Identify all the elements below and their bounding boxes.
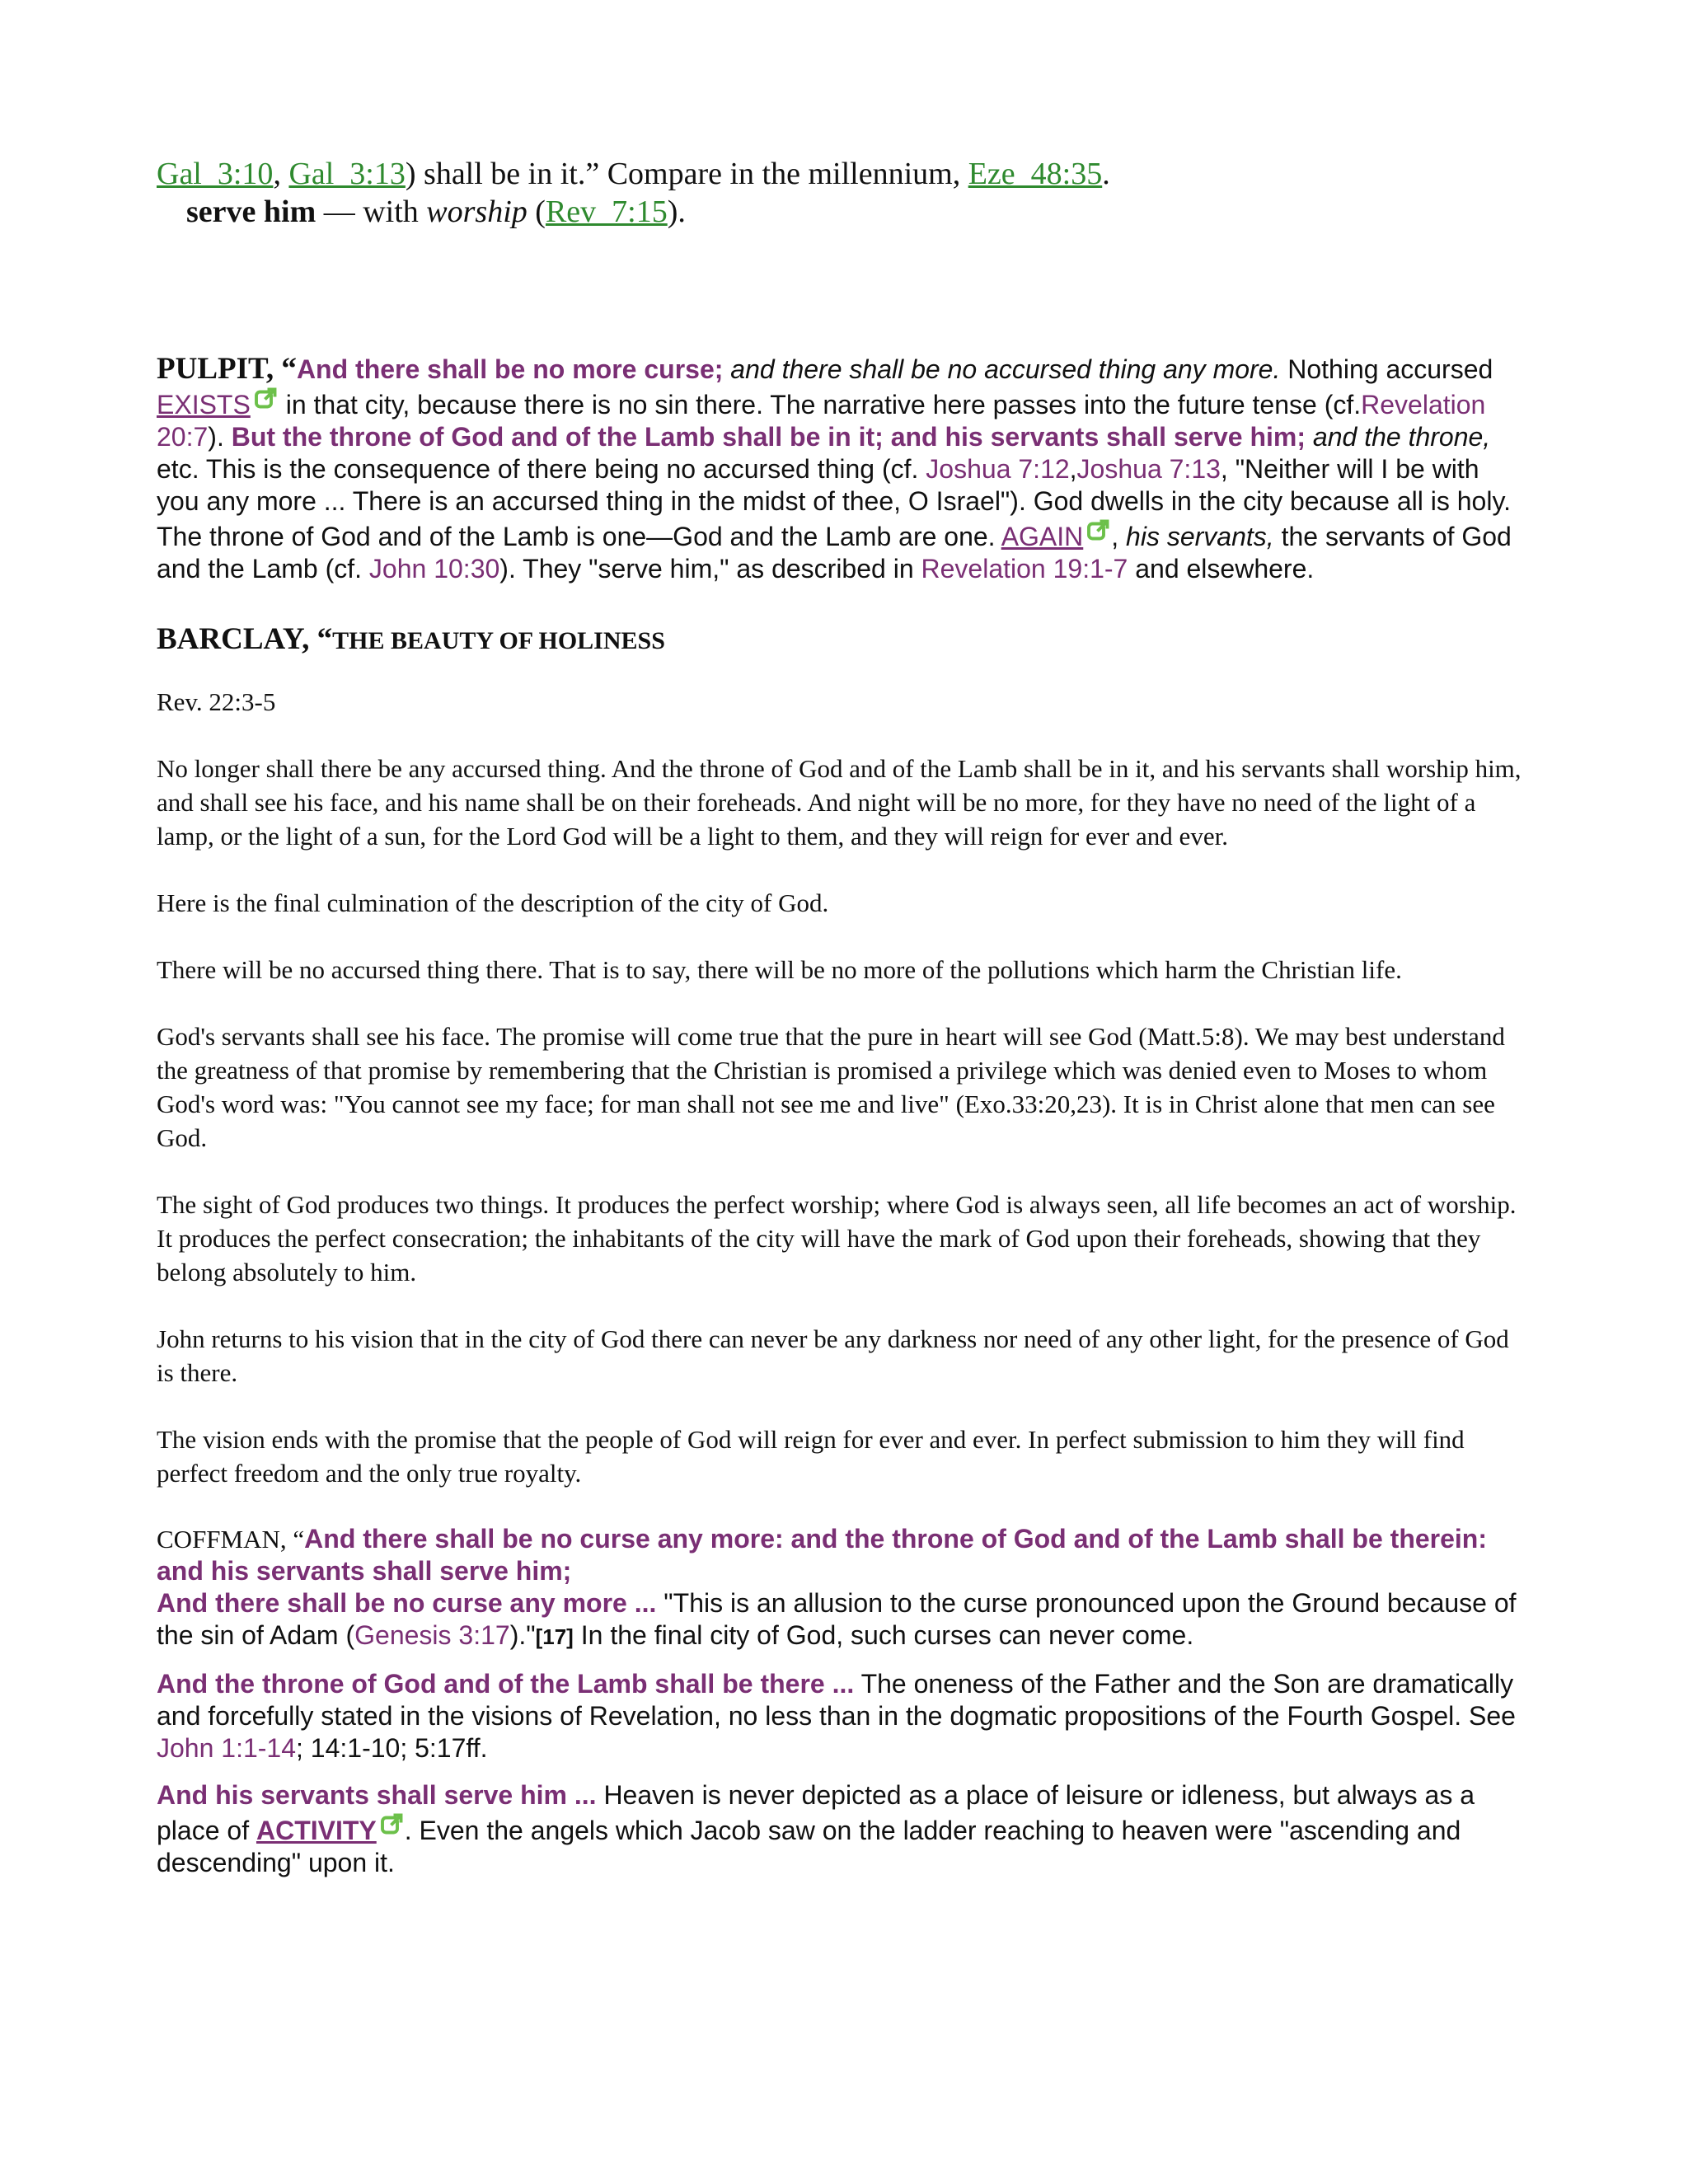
serve-him-heading: serve him: [186, 194, 316, 229]
pulpit-italic-1: and there shall be no accursed thing any more.: [723, 354, 1281, 384]
pulpit-text-5: , "Neither will I be with you any more ... There is an accursed thing in the midst of thee, O Israel"). God dwells in the city because all is holy. The throne of God and of the Lamb is one—God and the Lamb are one.: [157, 454, 1511, 551]
pulpit-commentary: [157, 353, 1525, 585]
coffman-paragraph-1: [157, 1587, 1525, 1653]
ref-link-revelation-19-1-7[interactable]: Revelation 19:1-7: [921, 554, 1128, 583]
ref-link-genesis-3-17[interactable]: Genesis 3:17: [354, 1620, 510, 1650]
ref-link-joshua-7-13[interactable]: Joshua 7:13: [1076, 454, 1221, 484]
coffman-bold-4: And his servants shall serve him ...: [157, 1780, 597, 1810]
barclay-paragraph: The sight of God produces two things. It produces the perfect worship; where God is always seen, all life becomes an act of worship. It produces the perfect consecration; the inhabitants of the city will have the mark of God upon their foreheads, showing that they belong absolutely to him.: [157, 1190, 1517, 1286]
pulpit-italic-2: and the throne,: [1306, 422, 1491, 452]
exists-link[interactable]: EXISTS: [157, 390, 251, 419]
coffman-bold-3: And the throne of God and of the Lamb shall be there ...: [157, 1669, 855, 1699]
coffman-verse-bold: And there shall be no curse any more: and the throne of God and of the Lamb shall be therein: and his servants shall serve him;: [157, 1524, 1487, 1586]
separator: ,: [273, 157, 289, 191]
top-fragment: [157, 155, 1525, 193]
pulpit-text-1: Nothing accursed: [1280, 354, 1493, 384]
top-period: .: [1102, 157, 1110, 191]
pulpit-verse-bold-2: But the throne of God and of the Lamb shall be in it; and his servants shall serve him;: [231, 422, 1306, 452]
ref-link-joshua-7-12[interactable]: Joshua 7:12: [926, 454, 1070, 484]
barclay-label: BARCLAY, “: [157, 622, 333, 656]
ref-link-gal-3-13[interactable]: Gal_3:13: [288, 157, 406, 191]
external-link-icon[interactable]: [254, 386, 279, 410]
barclay-title: THE BEAUTY OF HOLINESS: [332, 627, 665, 654]
pulpit-verse-bold-1: And there shall be no more curse;: [296, 354, 724, 384]
coffman-text-4: The oneness of the Father and the Son are dramatically and forcefully stated in the visions of Revelation, no less than in the dogmatic propositions of the Fourth Gospel. See: [157, 1669, 1516, 1731]
coffman-text-7: . Even the angels which Jacob saw on the ladder reaching to heaven were "ascending and descending" upon it.: [157, 1816, 1461, 1877]
footnote-ref[interactable]: [17]: [535, 1624, 574, 1649]
pulpit-text-3: ).: [208, 422, 232, 452]
barclay-paragraph: No longer shall there be any accursed thing. And the throne of God and of the Lamb shall be in it, and his servants shall worship him, and shall see his face, and his name shall be on their foreheads. And night will be no more, for they have no need of the light of a lamp, or the light of a sun, for the Lord God will be a light to them, and they will reign for ever and ever.: [157, 754, 1522, 851]
barclay-passage-ref: Rev. 22:3-5: [157, 687, 276, 716]
external-link-icon[interactable]: [1086, 518, 1111, 542]
ref-link-gal-3-10[interactable]: Gal_3:10: [157, 157, 274, 191]
barclay-heading: [157, 621, 1525, 657]
top-text: ) shall be in it.” Compare in the millennium,: [405, 157, 968, 191]
serve-him-line: [157, 193, 1525, 231]
pulpit-text-2: in that city, because there is no sin there. The narrative here passes into the future tense (cf.: [278, 390, 1362, 419]
pulpit-text-9: and elsewhere.: [1128, 554, 1315, 583]
pulpit-text-7: the servants of God and the Lamb (cf.: [157, 522, 1512, 583]
coffman-text-2: ).": [509, 1620, 536, 1650]
pulpit-text-6: ,: [1111, 522, 1127, 551]
external-link-icon[interactable]: [380, 1811, 405, 1836]
coffman-intro: [157, 1523, 1525, 1587]
activity-link[interactable]: ACTIVITY: [256, 1816, 377, 1845]
coffman-paragraph-3: [157, 1779, 1525, 1879]
ref-link-revelation-20-7[interactable]: Revelation 20:7: [157, 390, 1486, 452]
pulpit-label: PULPIT, “: [157, 352, 297, 386]
coffman-text-5: ; 14:1-10; 5:17ff.: [296, 1733, 488, 1763]
coffman-paragraph-2: [157, 1668, 1525, 1765]
barclay-paragraph: Here is the final culmination of the description of the city of God.: [157, 888, 829, 917]
again-link[interactable]: AGAIN: [1001, 522, 1084, 551]
ref-link-john-10-30[interactable]: John 10:30: [368, 554, 500, 583]
coffman-text-1: "This is an allusion to the curse pronounced upon the Ground because of the sin of Adam (: [157, 1588, 1517, 1650]
serve-dash: — with: [316, 194, 427, 229]
coffman-text-3: In the final city of God, such curses can never come.: [573, 1620, 1194, 1650]
barclay-paragraph: The vision ends with the promise that the people of God will reign for ever and ever. In perfect submission to him they will find perfect freedom and the only true royalty.: [157, 1425, 1465, 1488]
barclay-paragraph: John returns to his vision that in the city of God there can never be any darkness nor need of any other light, for the presence of God is there.: [157, 1324, 1509, 1387]
ref-link-eze-48-35[interactable]: Eze_48:35: [968, 157, 1103, 191]
close-paren: ).: [667, 194, 686, 229]
coffman-label: COFFMAN, “: [157, 1525, 305, 1554]
document-page: [157, 155, 1525, 1879]
coffman-bold-2: And there shall be no curse any more ...: [157, 1588, 657, 1618]
barclay-paragraph: There will be no accursed thing there. That is to say, there will be no more of the pollutions which harm the Christian life.: [157, 955, 1402, 984]
pulpit-comma: ,: [1069, 454, 1077, 484]
pulpit-italic-3: his servants,: [1126, 522, 1274, 551]
coffman-text-6: Heaven is never depicted as a place of leisure or idleness, but always as a place of: [157, 1780, 1475, 1845]
ref-link-rev-7-15[interactable]: Rev_7:15: [545, 194, 668, 229]
barclay-paragraph: God's servants shall see his face. The promise will come true that the pure in heart will see God (Matt.5:8). We may best understand the greatness of that promise by remembering that the Christian is promised a privilege which was denied even to Moses to whom God's word was: "You cannot see my face; for man shall not see me and live" (Exo.33:20,23). It is in Christ alone that men can see God.: [157, 1022, 1505, 1152]
worship-word: worship: [426, 194, 528, 229]
open-paren: (: [527, 194, 546, 229]
pulpit-text-4: etc. This is the consequence of there being no accursed thing (cf.: [157, 454, 926, 484]
ref-link-john-1-1-14[interactable]: John 1:1-14: [157, 1733, 297, 1763]
pulpit-text-8: ). They "serve him," as described in: [499, 554, 921, 583]
